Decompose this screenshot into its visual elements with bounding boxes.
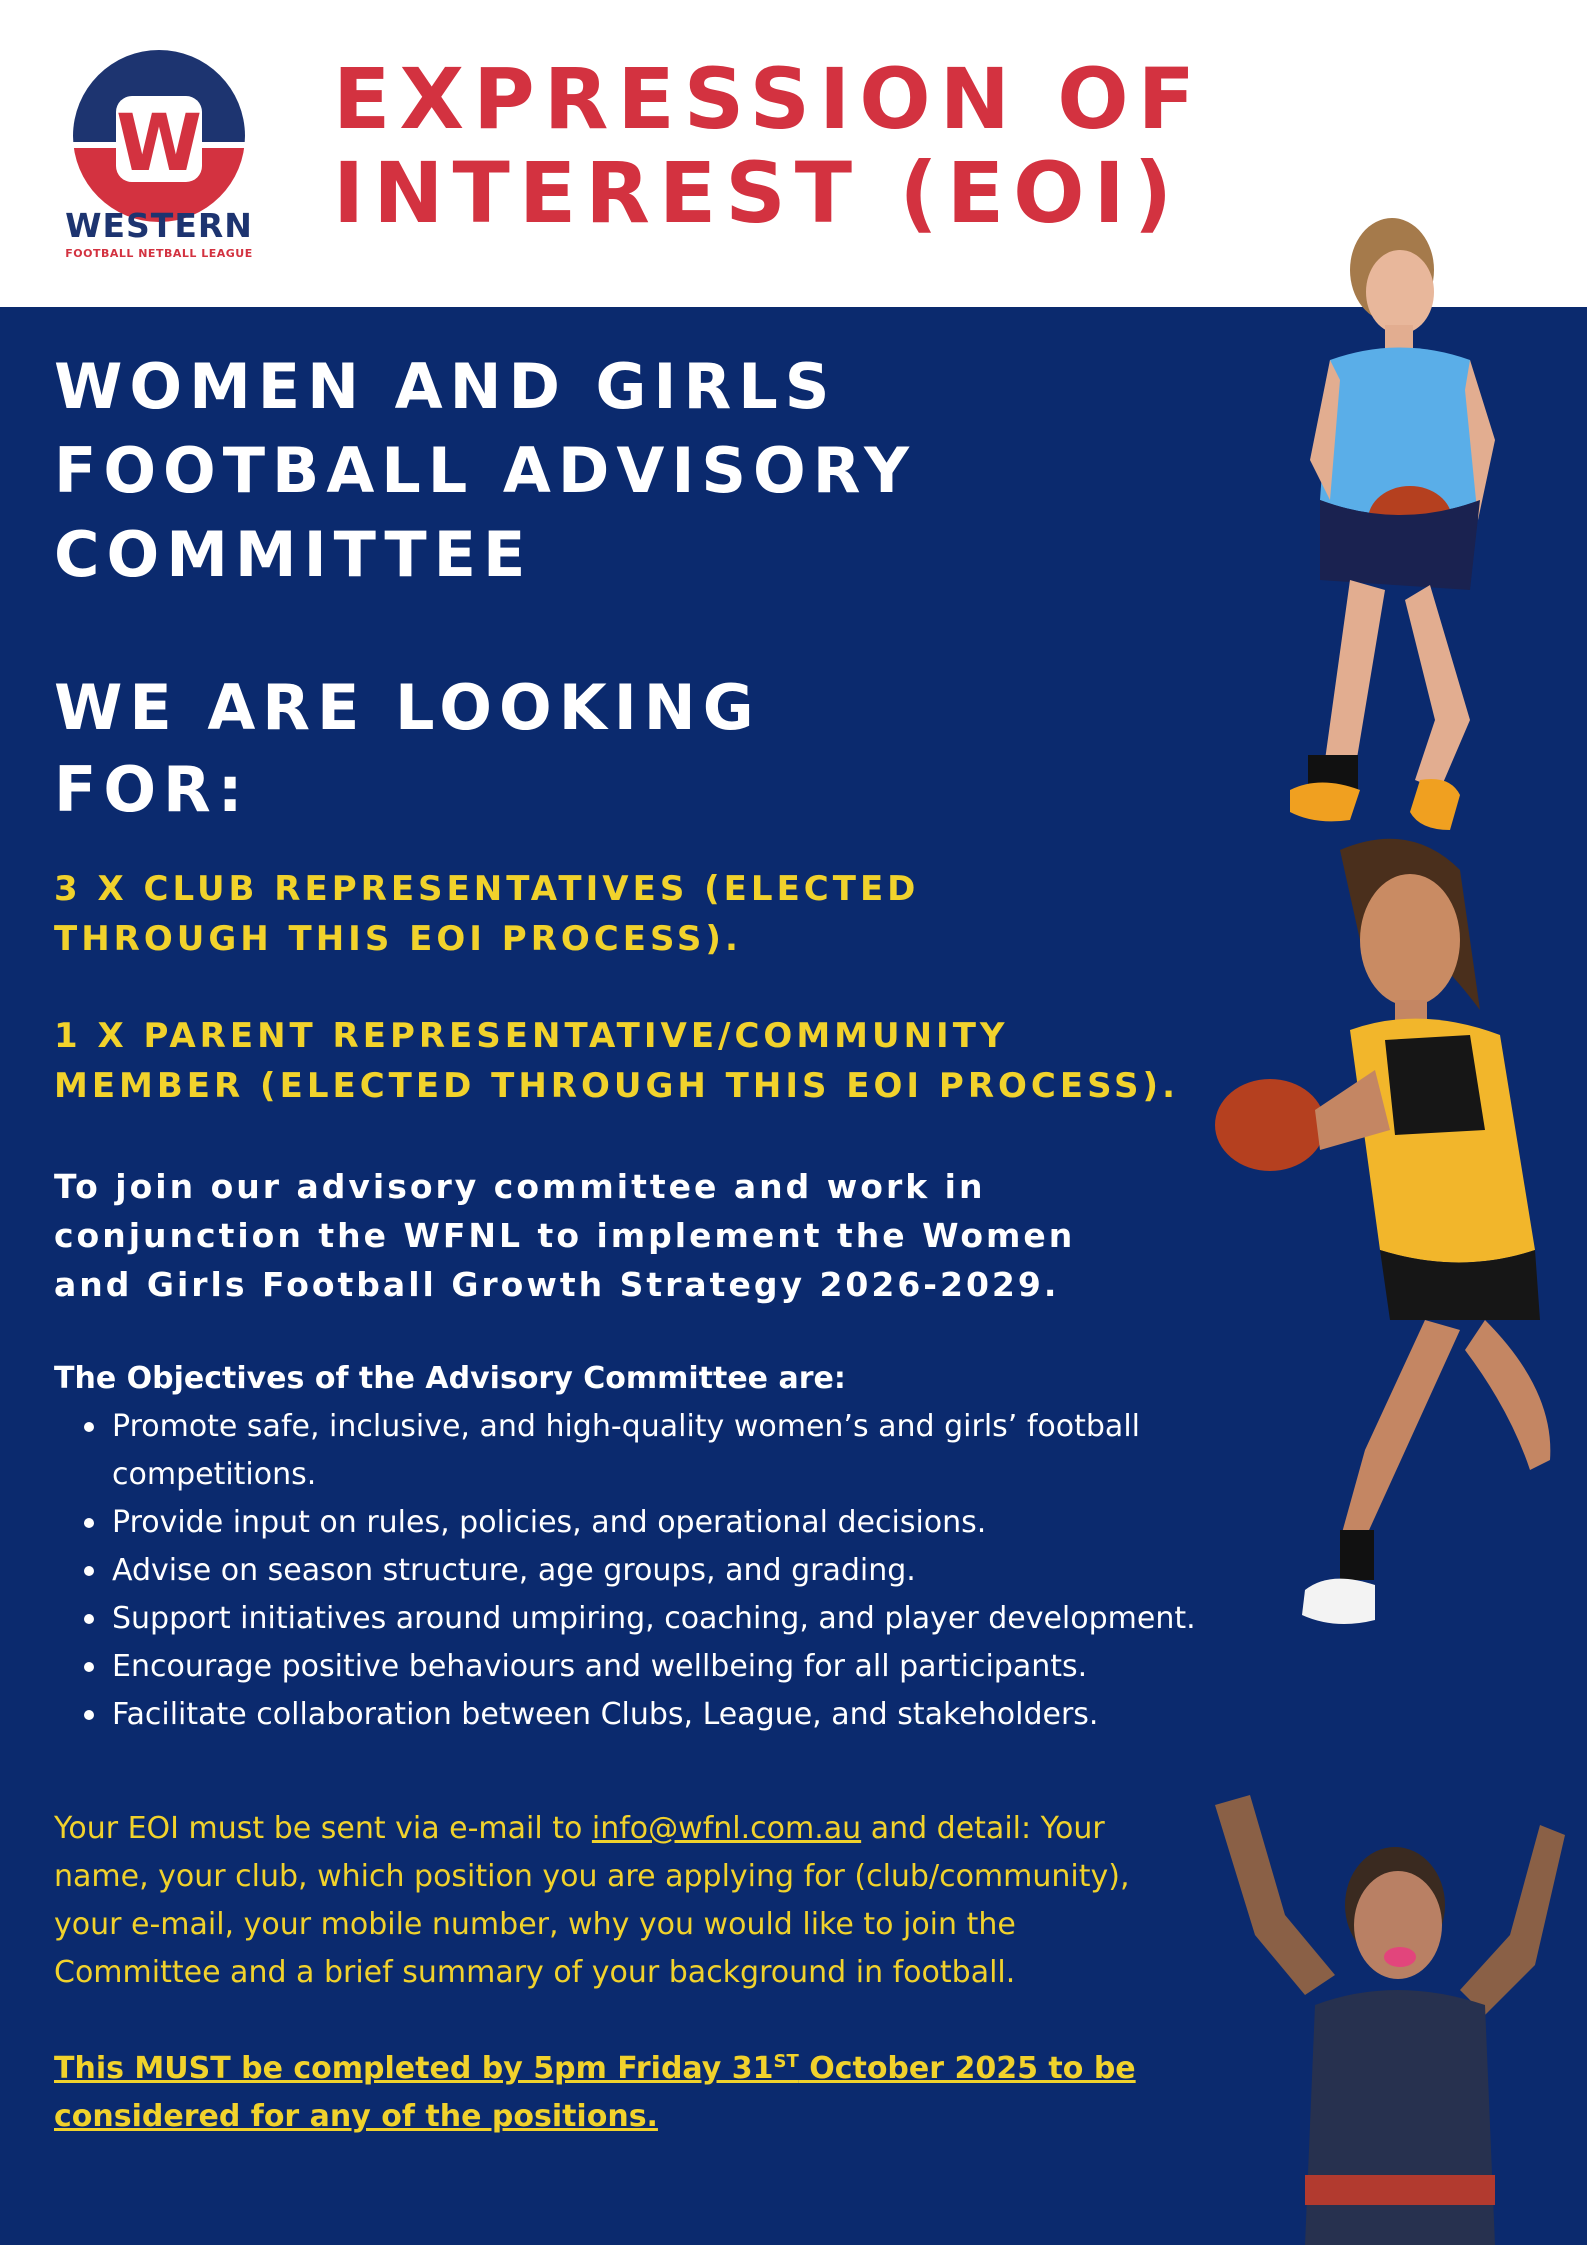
join-line: and Girls Football Growth Strategy 2026-2029. [54,1265,1060,1304]
title-line-2: INTEREST (EOI) [333,144,1182,242]
join-statement [54,1162,1204,1309]
deadline-part-1: This MUST be completed by 5pm Friday 31 [54,2051,774,2086]
objective-item: Encourage positive behaviours and wellbeing for all participants. [54,1643,1254,1691]
deadline-notice [54,2045,1184,2141]
position-line: THROUGH THIS EOI PROCESS). [54,919,742,959]
player-navy-muddy-photo [1195,1785,1587,2245]
objective-item: Advise on season structure, age groups, and grading. [54,1547,1254,1595]
deadline-superscript: ST [773,2051,799,2072]
eoi-instructions [54,1805,1184,1997]
objectives-list [54,1403,1254,1739]
position-line: 3 X CLUB REPRESENTATIVES (ELECTED [54,869,920,909]
heading-line: WOMEN AND GIRLS [54,350,837,423]
join-line: conjunction the WFNL to implement the Women [54,1216,1076,1255]
objective-item: Promote safe, inclusive, and high-quality women’s and girls’ football competitions. [54,1403,1212,1499]
heading-line: FOOTBALL ADVISORY [54,434,917,507]
objective-item: Facilitate collaboration between Clubs, League, and stakeholders. [54,1691,1254,1739]
club-representatives [54,864,1204,964]
heading-line: FOR: [54,753,250,826]
objective-item: Support initiatives around umpiring, coaching, and player development. [54,1595,1254,1643]
title-line-1: EXPRESSION OF [333,50,1204,148]
parent-representative [54,1011,1204,1111]
heading-line: COMMITTEE [54,518,533,591]
email-link[interactable]: info@wfnl.com.au [591,1811,862,1846]
logo-monogram: W [115,99,203,189]
position-line: MEMBER (ELECTED THROUGH THIS EOI PROCESS). [54,1066,1179,1106]
objective-item: Provide input on rules, policies, and operational decisions. [54,1499,1254,1547]
eoi-prefix: Your EOI must be sent via e-mail to [54,1811,592,1846]
committee-heading [54,345,1154,597]
logo-brand: WESTERN [65,206,253,245]
heading-line: WE ARE LOOKING [54,671,761,744]
join-line: To join our advisory committee and work in [54,1167,986,1206]
player-light-blue-photo [1130,200,1510,900]
position-line: 1 X PARENT REPRESENTATIVE/COMMUNITY [54,1016,1009,1056]
player-yellow-black-photo [1210,830,1560,1700]
objectives-title: The Objectives of the Advisory Committee are: [54,1361,846,1396]
eoi-details: and detail: Your name, your club, which position you are applying for (club/community), your e-mail, your mobile number, why you would like to join the Committee and a brief summary of your background in football. [54,1811,1130,1990]
deadline-part-2: October 2025 to be considered for any of the positions. [54,2051,1136,2134]
looking-for-heading [54,667,1154,831]
logo-subtitle: FOOTBALL NETBALL LEAGUE [65,247,253,260]
